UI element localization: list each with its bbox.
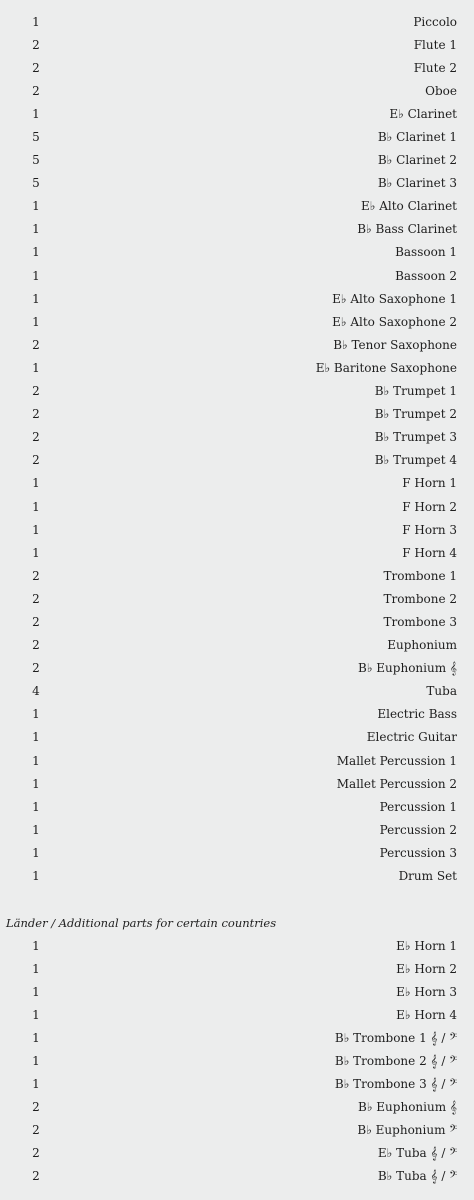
part-row <box>0 149 474 172</box>
part-row <box>0 864 474 887</box>
part-row <box>0 495 474 518</box>
part-quantity: 1 <box>32 1030 40 1045</box>
part-name: E♭ Clarinet <box>389 106 457 121</box>
part-row <box>0 125 474 148</box>
part-name: Bassoon 1 <box>395 245 457 260</box>
part-row <box>0 241 474 264</box>
part-name: Piccolo <box>413 14 457 29</box>
part-quantity: 1 <box>32 522 40 537</box>
part-quantity: 1 <box>32 360 40 375</box>
part-row <box>0 172 474 195</box>
part-row <box>0 518 474 541</box>
part-quantity: 1 <box>32 845 40 860</box>
part-quantity: 1 <box>32 961 40 976</box>
part-quantity: 2 <box>32 638 40 653</box>
part-row <box>0 1165 474 1188</box>
part-name: B♭ Euphonium 𝄞 <box>358 661 457 676</box>
part-row <box>0 56 474 79</box>
part-name: B♭ Euphonium 𝄞 <box>358 1100 457 1115</box>
part-quantity: 1 <box>32 822 40 837</box>
part-quantity: 1 <box>32 106 40 121</box>
part-row <box>0 218 474 241</box>
part-name: B♭ Tuba 𝄞 / 𝄢 <box>377 1169 457 1184</box>
part-row <box>0 10 474 33</box>
part-row <box>0 1003 474 1026</box>
part-quantity: 1 <box>32 1007 40 1022</box>
part-name: B♭ Trombone 1 𝄞 / 𝄢 <box>334 1030 457 1045</box>
additional-parts-heading: Länder / Additional parts for certain countries <box>6 916 277 930</box>
part-name: B♭ Trumpet 3 <box>374 430 457 445</box>
part-name: E♭ Horn 4 <box>396 1007 457 1022</box>
part-row <box>0 1142 474 1165</box>
part-quantity: 1 <box>32 753 40 768</box>
part-quantity: 2 <box>32 1123 40 1138</box>
part-quantity: 4 <box>32 684 40 699</box>
part-quantity: 5 <box>32 153 40 168</box>
part-quantity: 2 <box>32 430 40 445</box>
part-name: Electric Guitar <box>366 730 457 745</box>
part-name: E♭ Tuba 𝄞 / 𝄢 <box>377 1146 457 1161</box>
part-quantity: 1 <box>32 545 40 560</box>
part-row <box>0 1096 474 1119</box>
part-quantity: 2 <box>32 37 40 52</box>
part-quantity: 1 <box>32 730 40 745</box>
part-row <box>0 356 474 379</box>
part-name: E♭ Horn 2 <box>396 961 457 976</box>
part-name: E♭ Horn 1 <box>396 938 457 953</box>
part-quantity: 1 <box>32 199 40 214</box>
part-row <box>0 841 474 864</box>
part-quantity: 2 <box>32 1169 40 1184</box>
part-quantity: 1 <box>32 245 40 260</box>
part-row <box>0 426 474 449</box>
part-name: Trombone 2 <box>383 591 457 606</box>
part-row <box>0 657 474 680</box>
part-name: B♭ Clarinet 3 <box>377 176 457 191</box>
part-quantity: 1 <box>32 776 40 791</box>
part-quantity: 2 <box>32 83 40 98</box>
part-row <box>0 33 474 56</box>
part-row <box>0 564 474 587</box>
main-parts-list <box>0 10 474 888</box>
part-row <box>0 310 474 333</box>
part-row <box>0 680 474 703</box>
part-row <box>0 795 474 818</box>
part-quantity: 2 <box>32 337 40 352</box>
part-name: Percussion 3 <box>379 845 457 860</box>
part-quantity: 2 <box>32 453 40 468</box>
part-name: B♭ Clarinet 1 <box>377 130 457 145</box>
part-row <box>0 1049 474 1072</box>
part-quantity: 2 <box>32 384 40 399</box>
part-name: Flute 2 <box>413 60 457 75</box>
part-quantity: 2 <box>32 60 40 75</box>
part-name: B♭ Trombone 2 𝄞 / 𝄢 <box>334 1054 457 1069</box>
part-quantity: 5 <box>32 176 40 191</box>
part-quantity: 1 <box>32 499 40 514</box>
part-name: Trombone 1 <box>383 568 457 583</box>
part-row <box>0 1119 474 1142</box>
part-row <box>0 749 474 772</box>
part-name: Mallet Percussion 2 <box>336 776 457 791</box>
part-name: B♭ Tenor Saxophone <box>333 337 457 352</box>
part-quantity: 1 <box>32 707 40 722</box>
part-quantity: 1 <box>32 268 40 283</box>
part-row <box>0 957 474 980</box>
part-name: Bassoon 2 <box>395 268 457 283</box>
part-name: Oboe <box>425 83 457 98</box>
part-row <box>0 264 474 287</box>
part-name: F Horn 2 <box>402 499 457 514</box>
part-name: Trombone 3 <box>383 614 457 629</box>
part-name: B♭ Trombone 3 𝄞 / 𝄢 <box>334 1077 457 1092</box>
part-name: B♭ Euphonium 𝄢 <box>357 1123 457 1138</box>
part-row <box>0 934 474 957</box>
part-quantity: 1 <box>32 222 40 237</box>
part-row <box>0 403 474 426</box>
part-quantity: 5 <box>32 130 40 145</box>
part-name: Percussion 2 <box>379 822 457 837</box>
part-row <box>0 980 474 1003</box>
part-name: Tuba <box>426 684 457 699</box>
part-quantity: 1 <box>32 938 40 953</box>
part-quantity: 2 <box>32 591 40 606</box>
part-row <box>0 634 474 657</box>
part-name: B♭ Bass Clarinet <box>357 222 457 237</box>
part-quantity: 1 <box>32 291 40 306</box>
part-quantity: 1 <box>32 14 40 29</box>
part-row <box>0 79 474 102</box>
part-row <box>0 380 474 403</box>
part-name: F Horn 1 <box>402 476 457 491</box>
additional-parts-list <box>0 934 474 1188</box>
part-row <box>0 610 474 633</box>
part-quantity: 2 <box>32 661 40 676</box>
part-row <box>0 195 474 218</box>
part-row <box>0 1026 474 1049</box>
part-name: B♭ Trumpet 2 <box>374 407 457 422</box>
part-row <box>0 587 474 610</box>
part-name: B♭ Clarinet 2 <box>377 153 457 168</box>
part-name: F Horn 4 <box>402 545 457 560</box>
part-quantity: 1 <box>32 476 40 491</box>
part-quantity: 2 <box>32 407 40 422</box>
part-name: Electric Bass <box>377 707 457 722</box>
part-quantity: 2 <box>32 568 40 583</box>
part-name: E♭ Alto Clarinet <box>361 199 457 214</box>
part-quantity: 1 <box>32 869 40 884</box>
part-name: Percussion 1 <box>379 799 457 814</box>
part-quantity: 1 <box>32 984 40 999</box>
part-name: E♭ Alto Saxophone 2 <box>332 314 457 329</box>
part-name: B♭ Trumpet 1 <box>374 384 457 399</box>
part-name: E♭ Alto Saxophone 1 <box>332 291 457 306</box>
part-row <box>0 102 474 125</box>
part-row <box>0 287 474 310</box>
part-name: B♭ Trumpet 4 <box>374 453 457 468</box>
part-name: Flute 1 <box>413 37 457 52</box>
part-name: Mallet Percussion 1 <box>336 753 457 768</box>
part-name: F Horn 3 <box>402 522 457 537</box>
part-row <box>0 703 474 726</box>
part-quantity: 1 <box>32 1077 40 1092</box>
part-quantity: 2 <box>32 1146 40 1161</box>
part-quantity: 1 <box>32 1054 40 1069</box>
part-name: Euphonium <box>387 638 457 653</box>
part-quantity: 2 <box>32 614 40 629</box>
part-row <box>0 541 474 564</box>
part-row <box>0 333 474 356</box>
part-name: E♭ Horn 3 <box>396 984 457 999</box>
part-row <box>0 449 474 472</box>
part-row <box>0 1073 474 1096</box>
part-quantity: 1 <box>32 799 40 814</box>
part-row <box>0 472 474 495</box>
part-row <box>0 772 474 795</box>
part-name: E♭ Baritone Saxophone <box>315 360 457 375</box>
part-row <box>0 726 474 749</box>
part-quantity: 1 <box>32 314 40 329</box>
part-name: Drum Set <box>398 869 457 884</box>
part-quantity: 2 <box>32 1100 40 1115</box>
part-row <box>0 818 474 841</box>
